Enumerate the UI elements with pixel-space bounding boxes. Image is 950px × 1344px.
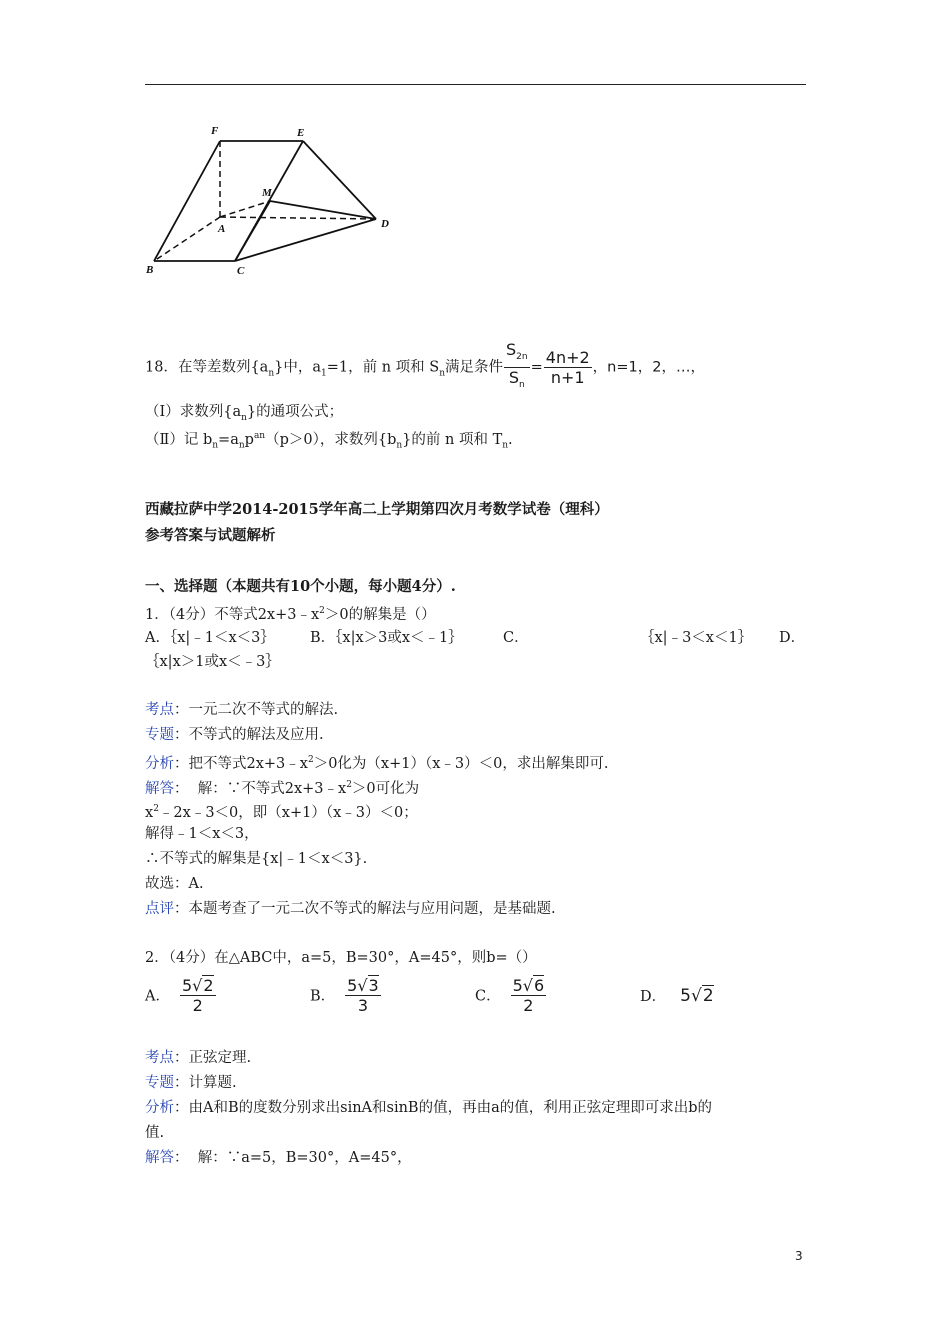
q1-zhuanti: 专题：不等式的解法及应用. xyxy=(145,727,324,743)
answer-subtitle: 参考答案与试题解析 xyxy=(145,527,276,544)
q2-jieda: 解答： 解：∵a=5，B=30°，A=45°， xyxy=(145,1150,412,1166)
q2-fenxi: 分析：由A和B的度数分别求出sinA和sinB的值，再由a的值，利用正弦定理即可求出b的 xyxy=(145,1100,713,1116)
q1-option-d: ｛x|x＞1或x＜﹣3｝ xyxy=(145,654,280,670)
page-number: 3 xyxy=(795,1249,803,1263)
label-A: A xyxy=(218,223,226,235)
q1-fenxi: 分析：把不等式$2x+3﹣x^2>0$化为（x+1）（x﹣3）＜0，求出解集即可. xyxy=(145,755,609,772)
fraction-4n2-n1: $\frac{4n+2}{n+1}$ xyxy=(545,348,590,388)
q1-option-c: ｛x|﹣3＜x＜1｝ xyxy=(640,630,753,646)
q1-kaodian: 考点：一元二次不等式的解法. xyxy=(145,702,339,718)
q1-step3: ∴不等式的解集是{x|﹣1＜x＜3}. xyxy=(145,851,368,867)
q1-jieda: 解答： 解：∵不等式$2x+3﹣x^2>0$可化为 xyxy=(145,780,420,797)
label-E: E xyxy=(297,127,305,139)
q18-stem: 18．在等差数列$\{a_n\}$中，$a_1=1$，前 n 项和 $S_n$满足条件 $\frac{S_{2n}}{S_n}$ = $\frac{4n+2}{n+1}$ ，n=1，2，…， xyxy=(145,340,705,395)
q2-stem: 2．（4分）在△ABC中，a=5，B=30°，A=45°，则b=（） xyxy=(145,950,537,966)
label-B: B xyxy=(146,264,154,276)
label-M: M xyxy=(262,187,272,199)
q1-stem: 1．（4分）不等式$2x+3﹣x^2>0$的解集是（） xyxy=(145,606,436,623)
label-F: F xyxy=(211,125,219,137)
q1-option-d-label: D． xyxy=(779,630,806,646)
q18-part2: （Ⅱ）记 $b_n=a_np^{an}(p>0)$，求数列$\{b_n\}$的前 n 项和 $T_n$. xyxy=(145,431,513,451)
label-C: C xyxy=(237,265,245,277)
q1-step4: 故选：A. xyxy=(145,876,204,892)
section-heading: 一、选择题（本题共有10个小题，每小题4分）. xyxy=(145,578,456,595)
q2-fenxi-cont: 值. xyxy=(145,1125,165,1141)
q1-dianping: 点评：本题考查了一元二次不等式的解法与应用问题，是基础题. xyxy=(145,901,556,917)
q2-kaodian: 考点：正弦定理. xyxy=(145,1050,252,1066)
q18-part1: （Ⅰ）求数列$\{a_n\}$的通项公式； xyxy=(145,404,344,423)
q2-option-d: D． 5√2 xyxy=(640,986,714,1006)
header-rule xyxy=(145,84,806,85)
label-D: D xyxy=(381,218,389,230)
q2-option-a: A． $\frac{5√2}{2}$ xyxy=(145,976,214,1015)
q2-zhuanti: 专题：计算题. xyxy=(145,1075,237,1091)
answer-title: 西藏拉萨中学2014-2015学年高二上学期第四次月考数学试卷（理科） xyxy=(145,501,609,518)
q2-option-c: C． $\frac{5√6}{2}$ xyxy=(475,976,545,1015)
q2-option-b: B． $\frac{5√3}{3}$ xyxy=(310,976,379,1015)
geometry-figure xyxy=(140,120,400,285)
fraction-s2n-sn: $\frac{S_{2n}}{S_n}$ xyxy=(506,340,528,391)
q1-step2: 解得﹣1＜x＜3， xyxy=(145,826,259,842)
q1-option-b: B．｛x|x＞3或x＜﹣1｝ xyxy=(310,630,463,646)
q1-option-c-label: C． xyxy=(503,630,529,646)
q1-option-a: A．｛x|﹣1＜x＜3｝ xyxy=(145,630,275,646)
q1-step1: $x^2﹣2x﹣3<0$，即（x+1）（x﹣3）＜0； xyxy=(145,804,418,821)
